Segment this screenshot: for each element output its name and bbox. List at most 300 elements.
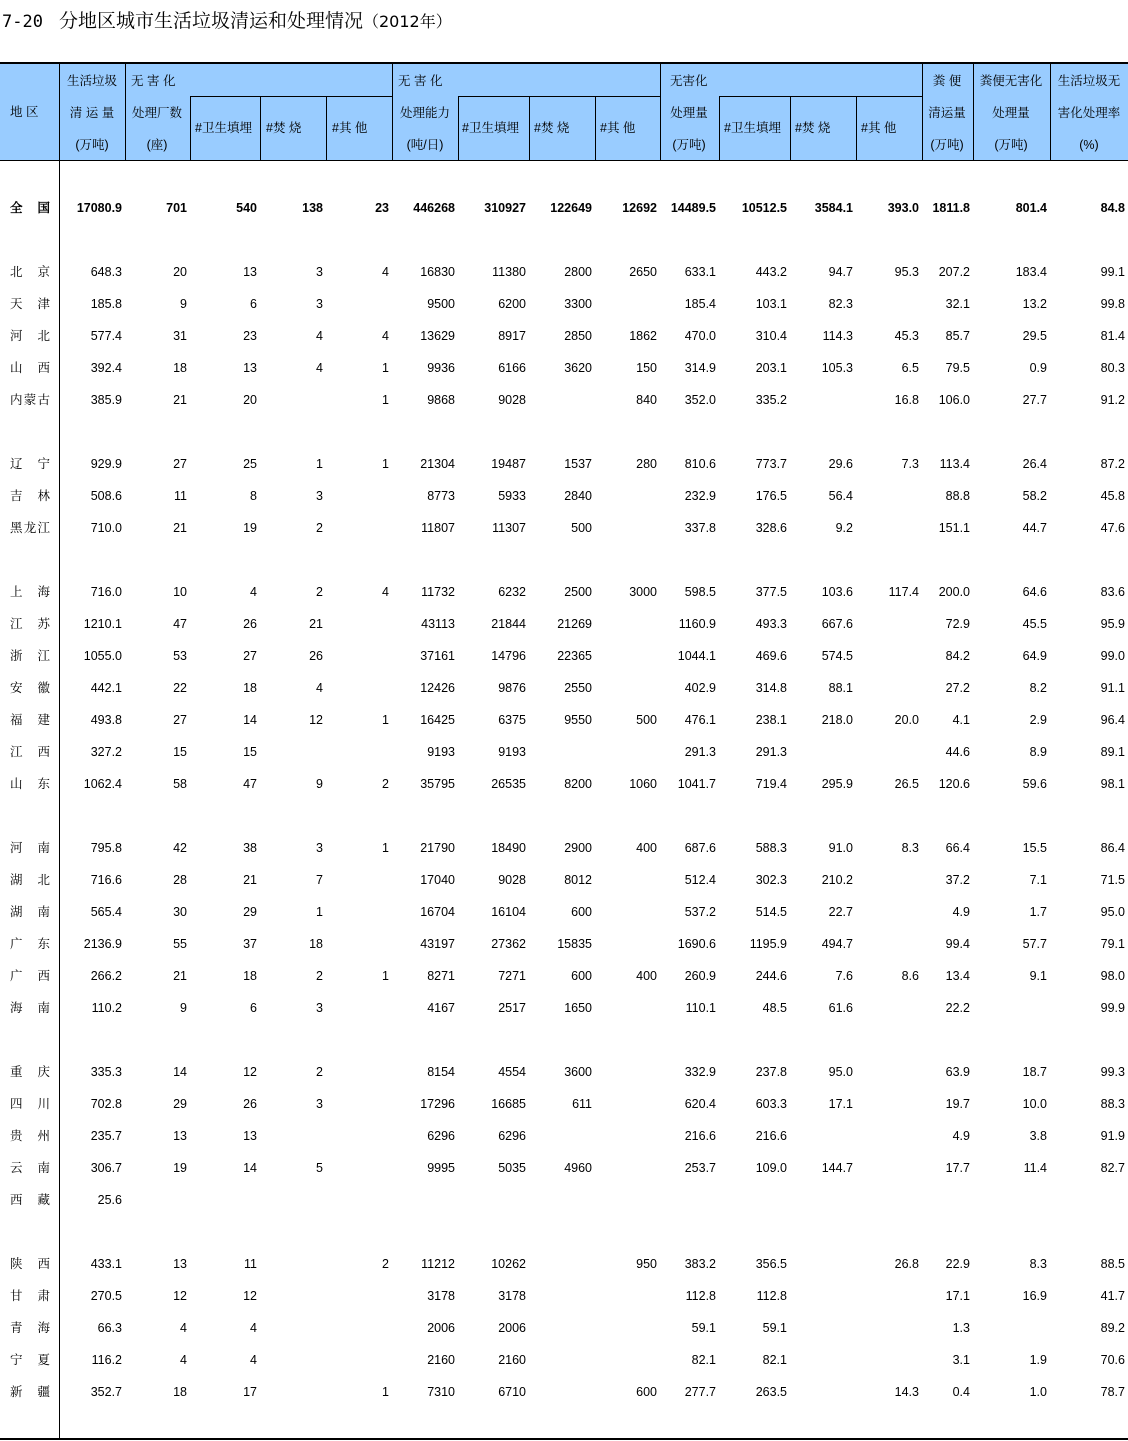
header-cleared-l2: 清 运 量 xyxy=(69,106,115,120)
table-cell: 3 xyxy=(316,489,323,503)
table-cell: 35795 xyxy=(420,777,455,791)
region-name: 广 东 xyxy=(10,937,50,951)
table-cell: 66.4 xyxy=(945,841,970,855)
header-capacity-landfill: #卫生填埋 xyxy=(462,121,519,135)
header-capacity-other: #其 他 xyxy=(600,121,636,135)
table-cell: 9 xyxy=(316,777,323,791)
col-divider xyxy=(595,96,596,160)
table-cell: 2800 xyxy=(564,265,592,279)
table-cell: 332.9 xyxy=(684,1065,716,1079)
table-cell: 18.7 xyxy=(1022,1065,1047,1079)
table-cell: 88.8 xyxy=(945,489,970,503)
table-cell: 8.3 xyxy=(1029,1257,1047,1271)
table-cell: 23 xyxy=(243,329,257,343)
table-cell: 577.4 xyxy=(90,329,122,343)
table-cell: 8773 xyxy=(427,489,455,503)
table-cell: 950 xyxy=(636,1257,657,1271)
table-cell: 1044.1 xyxy=(677,649,716,663)
table-cell: 29.6 xyxy=(828,457,853,471)
header-group-volume: 无害化 xyxy=(670,74,708,88)
table-cell: 9.1 xyxy=(1029,969,1047,983)
subheader-rule xyxy=(190,96,392,97)
table-cell: 117.4 xyxy=(888,585,919,599)
table-cell: 17080.9 xyxy=(76,201,122,215)
table-cell: 45.5 xyxy=(1022,617,1047,631)
table-cell: 27 xyxy=(173,713,187,727)
table-cell: 620.4 xyxy=(684,1097,716,1111)
table-cell: 89.2 xyxy=(1100,1321,1125,1335)
table-cell: 64.6 xyxy=(1022,585,1047,599)
region-name: 江 西 xyxy=(10,745,50,759)
table-cell: 47.6 xyxy=(1100,521,1125,535)
table-cell: 15 xyxy=(173,745,187,759)
table-cell: 773.7 xyxy=(755,457,787,471)
table-cell: 9028 xyxy=(498,873,526,887)
table-cell: 14 xyxy=(173,1065,187,1079)
table-cell: 58.2 xyxy=(1022,489,1047,503)
table-row xyxy=(0,1127,1128,1145)
table-cell: 6375 xyxy=(498,713,526,727)
table-cell: 1537 xyxy=(564,457,592,471)
table-cell: 59.1 xyxy=(691,1321,716,1335)
col-divider xyxy=(529,96,530,160)
table-cell: 4 xyxy=(180,1353,187,1367)
table-cell: 59.1 xyxy=(762,1321,787,1335)
table-cell: 7.1 xyxy=(1029,873,1047,887)
table-cell: 21 xyxy=(309,617,323,631)
header-plants-incineration: #焚 烧 xyxy=(266,121,302,135)
header-rate-l2: 害化处理率 xyxy=(1057,106,1121,120)
table-cell: 3178 xyxy=(498,1289,526,1303)
table-cell: 3 xyxy=(316,297,323,311)
table-cell: 203.1 xyxy=(755,361,787,375)
table-cell: 18 xyxy=(173,361,187,375)
table-cell: 277.7 xyxy=(684,1385,716,1399)
table-cell: 4 xyxy=(382,329,389,343)
table-cell: 16425 xyxy=(420,713,455,727)
table-row xyxy=(0,263,1128,281)
table-cell: 21790 xyxy=(420,841,455,855)
table-cell: 232.9 xyxy=(684,489,716,503)
table-cell: 2.9 xyxy=(1029,713,1047,727)
table-cell: 306.7 xyxy=(90,1161,122,1175)
table-cell: 588.3 xyxy=(755,841,787,855)
table-cell: 95.0 xyxy=(1100,905,1125,919)
table-cell: 810.6 xyxy=(684,457,716,471)
table-cell: 64.9 xyxy=(1022,649,1047,663)
table-cell: 29.5 xyxy=(1022,329,1047,343)
table-cell: 98.1 xyxy=(1100,777,1125,791)
table-cell: 99.4 xyxy=(945,937,970,951)
table-cell: 2 xyxy=(316,969,323,983)
header-plants-other: #其 他 xyxy=(332,121,368,135)
table-cell: 6 xyxy=(250,1001,257,1015)
region-name: 北 京 xyxy=(10,265,50,279)
region-name: 辽 宁 xyxy=(10,457,50,471)
table-cell: 310927 xyxy=(484,201,526,215)
table-cell: 2550 xyxy=(564,681,592,695)
table-cell: 500 xyxy=(636,713,657,727)
table-cell: 6200 xyxy=(498,297,526,311)
table-cell: 21 xyxy=(243,873,257,887)
table-cell: 4 xyxy=(382,585,389,599)
bottom-rule xyxy=(0,1438,1128,1440)
table-number: 7-20 xyxy=(2,12,43,32)
table-cell: 20 xyxy=(243,393,257,407)
table-cell: 263.5 xyxy=(755,1385,787,1399)
table-cell: 795.8 xyxy=(90,841,122,855)
table-cell: 19.7 xyxy=(945,1097,970,1111)
table-row xyxy=(0,519,1128,537)
col-divider xyxy=(856,96,857,160)
table-row xyxy=(0,935,1128,953)
table-cell: 2850 xyxy=(564,329,592,343)
table-cell: 15 xyxy=(243,745,257,759)
table-cell: 11 xyxy=(174,489,187,503)
table-cell: 295.9 xyxy=(821,777,853,791)
table-cell: 687.6 xyxy=(684,841,716,855)
table-cell: 443.2 xyxy=(755,265,787,279)
header-rate-l3: (%) xyxy=(1079,138,1099,152)
table-cell: 4.9 xyxy=(952,1129,970,1143)
region-name: 贵 州 xyxy=(10,1129,50,1143)
table-cell: 2006 xyxy=(498,1321,526,1335)
region-name: 湖 南 xyxy=(10,905,50,919)
table-cell: 493.8 xyxy=(90,713,122,727)
table-cell: 95.0 xyxy=(828,1065,853,1079)
table-cell: 260.9 xyxy=(684,969,716,983)
table-cell: 63.9 xyxy=(945,1065,970,1079)
table-cell: 70.6 xyxy=(1100,1353,1125,1367)
table-cell: 210.2 xyxy=(821,873,853,887)
table-cell: 2160 xyxy=(427,1353,455,1367)
table-cell: 43197 xyxy=(420,937,455,951)
region-name: 上 海 xyxy=(10,585,50,599)
table-cell: 103.6 xyxy=(821,585,853,599)
table-cell: 291.3 xyxy=(684,745,716,759)
table-cell: 87.2 xyxy=(1100,457,1125,471)
table-cell: 25 xyxy=(243,457,257,471)
table-cell: 9876 xyxy=(498,681,526,695)
header-volume-l1: 处理量 xyxy=(670,106,708,120)
table-row xyxy=(0,615,1128,633)
table-row xyxy=(0,871,1128,889)
table-row xyxy=(0,1255,1128,1273)
table-cell: 58 xyxy=(173,777,187,791)
table-cell: 183.4 xyxy=(1015,265,1047,279)
table-cell: 1062.4 xyxy=(83,777,122,791)
table-cell: 61.6 xyxy=(828,1001,853,1015)
table-row xyxy=(0,647,1128,665)
table-cell: 1.7 xyxy=(1029,905,1047,919)
table-cell: 82.7 xyxy=(1100,1161,1125,1175)
table-cell: 99.1 xyxy=(1100,265,1125,279)
table-cell: 3584.1 xyxy=(814,201,853,215)
table-cell: 314.8 xyxy=(755,681,787,695)
table-cell: 45.3 xyxy=(894,329,919,343)
table-cell: 9 xyxy=(180,1001,187,1015)
table-cell: 14489.5 xyxy=(670,201,716,215)
table-cell: 1160.9 xyxy=(678,617,716,631)
table-cell: 400 xyxy=(636,841,657,855)
region-name: 宁 夏 xyxy=(10,1353,50,1367)
table-cell: 537.2 xyxy=(684,905,716,919)
table-row xyxy=(0,839,1128,857)
table-cell: 446268 xyxy=(413,201,455,215)
header-volume-other: #其 他 xyxy=(861,121,897,135)
table-cell: 14 xyxy=(243,1161,257,1175)
header-feces-harmless-l3: (万吨) xyxy=(994,138,1028,152)
table-cell: 11212 xyxy=(421,1257,455,1271)
header-plants-l2: (座) xyxy=(146,138,168,152)
table-cell: 22.9 xyxy=(945,1257,970,1271)
table-cell: 4 xyxy=(250,1321,257,1335)
table-cell: 16704 xyxy=(420,905,455,919)
table-cell: 3600 xyxy=(564,1065,592,1079)
table-cell: 38 xyxy=(243,841,257,855)
table-cell: 3620 xyxy=(564,361,592,375)
table-cell: 26 xyxy=(243,617,257,631)
header-volume-incineration: #焚 烧 xyxy=(795,121,831,135)
table-cell: 2 xyxy=(382,1257,389,1271)
table-cell: 2 xyxy=(316,1065,323,1079)
table-header xyxy=(0,64,1128,161)
table-cell: 88.3 xyxy=(1100,1097,1125,1111)
table-cell: 8.9 xyxy=(1029,745,1047,759)
table-cell: 512.4 xyxy=(684,873,716,887)
table-cell: 1041.7 xyxy=(677,777,716,791)
table-cell: 8.6 xyxy=(901,969,919,983)
table-cell: 611 xyxy=(572,1097,592,1111)
table-cell: 302.3 xyxy=(755,873,787,887)
table-cell: 105.3 xyxy=(821,361,853,375)
table-cell: 9936 xyxy=(427,361,455,375)
header-plants-l1: 处理厂数 xyxy=(131,106,183,120)
table-cell: 1650 xyxy=(564,1001,592,1015)
col-divider xyxy=(973,64,974,160)
table-cell: 1055.0 xyxy=(83,649,122,663)
table-cell: 83.6 xyxy=(1100,585,1125,599)
table-row xyxy=(0,1319,1128,1337)
table-cell: 598.5 xyxy=(684,585,716,599)
table-cell: 29 xyxy=(243,905,257,919)
table-row xyxy=(0,1351,1128,1369)
table-cell: 291.3 xyxy=(755,745,787,759)
table-cell: 18 xyxy=(309,937,323,951)
header-feces-l3: (万吨) xyxy=(930,138,964,152)
table-cell: 109.0 xyxy=(755,1161,787,1175)
table-cell: 17.1 xyxy=(828,1097,853,1111)
table-cell: 4 xyxy=(180,1321,187,1335)
region-name: 广 西 xyxy=(10,969,50,983)
table-cell: 14796 xyxy=(491,649,526,663)
region-name: 河 北 xyxy=(10,329,50,343)
table-cell: 37161 xyxy=(420,649,455,663)
table-cell: 15.5 xyxy=(1022,841,1047,855)
table-cell: 702.8 xyxy=(90,1097,122,1111)
table-row xyxy=(0,1095,1128,1113)
table-cell: 335.2 xyxy=(755,393,787,407)
table-cell: 71.5 xyxy=(1100,873,1125,887)
table-cell: 103.1 xyxy=(755,297,787,311)
table-cell: 23 xyxy=(375,201,389,215)
table-cell: 31 xyxy=(173,329,187,343)
table-cell: 310.4 xyxy=(755,329,787,343)
region-name: 河 南 xyxy=(10,841,50,855)
table-cell: 26535 xyxy=(491,777,526,791)
table-cell: 9193 xyxy=(498,745,526,759)
table-cell: 82.1 xyxy=(691,1353,716,1367)
table-cell: 200.0 xyxy=(938,585,970,599)
table-cell: 1 xyxy=(382,361,389,375)
table-cell: 26 xyxy=(243,1097,257,1111)
table-cell: 1690.6 xyxy=(677,937,716,951)
col-divider xyxy=(326,96,327,160)
table-cell: 12 xyxy=(243,1065,257,1079)
table-cell: 9868 xyxy=(427,393,455,407)
header-plants-landfill: #卫生填埋 xyxy=(195,121,252,135)
table-cell: 86.4 xyxy=(1100,841,1125,855)
table-row xyxy=(0,775,1128,793)
table-cell: 88.5 xyxy=(1100,1257,1125,1271)
table-cell: 1 xyxy=(382,393,389,407)
table-cell: 7271 xyxy=(498,969,526,983)
table-cell: 1 xyxy=(316,905,323,919)
table-cell: 113.4 xyxy=(939,457,970,471)
table-cell: 4 xyxy=(250,585,257,599)
table-cell: 66.3 xyxy=(97,1321,122,1335)
table-cell: 89.1 xyxy=(1100,745,1125,759)
col-divider xyxy=(59,64,60,160)
table-cell: 17.1 xyxy=(945,1289,970,1303)
table-row xyxy=(0,327,1128,345)
table-cell: 235.7 xyxy=(90,1129,122,1143)
table-cell: 716.6 xyxy=(90,873,122,887)
table-cell: 3 xyxy=(316,841,323,855)
region-name: 重 庆 xyxy=(10,1065,50,1079)
table-row xyxy=(0,455,1128,473)
table-cell: 26 xyxy=(309,649,323,663)
table-row xyxy=(0,199,1128,217)
table-cell: 53 xyxy=(173,649,187,663)
table-cell: 4554 xyxy=(498,1065,526,1079)
table-cell: 710.0 xyxy=(90,521,122,535)
table-cell: 79.5 xyxy=(945,361,970,375)
table-cell: 32.1 xyxy=(945,297,970,311)
region-name: 安 徽 xyxy=(10,681,50,695)
header-volume-l2: (万吨) xyxy=(672,138,706,152)
table-cell: 383.2 xyxy=(684,1257,716,1271)
header-cleared-l3: (万吨) xyxy=(75,138,109,152)
table-cell: 10 xyxy=(173,585,187,599)
table-cell: 11732 xyxy=(421,585,455,599)
table-cell: 2517 xyxy=(498,1001,526,1015)
table-cell: 1.0 xyxy=(1029,1385,1047,1399)
header-rate-l1: 生活垃圾无 xyxy=(1057,74,1121,88)
table-cell: 12426 xyxy=(420,681,455,695)
region-name: 全 国 xyxy=(10,201,50,215)
table-cell: 27 xyxy=(173,457,187,471)
table-cell: 377.5 xyxy=(755,585,787,599)
table-cell: 719.4 xyxy=(755,777,787,791)
table-row xyxy=(0,1383,1128,1401)
table-cell: 3 xyxy=(316,1001,323,1015)
region-name: 福 建 xyxy=(10,713,50,727)
region-name: 甘 肃 xyxy=(10,1289,50,1303)
table-cell: 11.4 xyxy=(1023,1161,1047,1175)
table-cell: 21269 xyxy=(557,617,592,631)
table-cell: 4 xyxy=(316,329,323,343)
header-cleared-l1: 生活垃圾 xyxy=(66,74,118,88)
table-cell: 95.3 xyxy=(894,265,919,279)
table-cell: 1811.8 xyxy=(932,201,970,215)
table-cell: 57.7 xyxy=(1022,937,1047,951)
table-cell: 82.3 xyxy=(828,297,853,311)
table-cell: 8917 xyxy=(498,329,526,343)
table-cell: 18 xyxy=(243,681,257,695)
header-capacity-l2: (吨/日) xyxy=(406,138,444,152)
table-cell: 2006 xyxy=(427,1321,455,1335)
table-cell: 37 xyxy=(243,937,257,951)
table-cell: 99.9 xyxy=(1100,1001,1125,1015)
table-cell: 4 xyxy=(316,681,323,695)
table-cell: 514.5 xyxy=(755,905,787,919)
subheader-rule xyxy=(458,96,660,97)
table-cell: 8154 xyxy=(427,1065,455,1079)
table-cell: 3178 xyxy=(427,1289,455,1303)
page-title xyxy=(2,6,452,33)
table-cell: 1.3 xyxy=(952,1321,970,1335)
table-cell: 15835 xyxy=(557,937,592,951)
table-cell: 8.2 xyxy=(1029,681,1047,695)
table-cell: 493.3 xyxy=(755,617,787,631)
table-cell: 84.2 xyxy=(945,649,970,663)
table-row xyxy=(0,679,1128,697)
table-cell: 82.1 xyxy=(762,1353,787,1367)
header-capacity-incineration: #焚 烧 xyxy=(534,121,570,135)
table-cell: 80.3 xyxy=(1100,361,1125,375)
table-cell: 216.6 xyxy=(755,1129,787,1143)
table-cell: 218.0 xyxy=(821,713,853,727)
table-cell: 26.8 xyxy=(894,1257,919,1271)
col-divider xyxy=(922,64,923,160)
region-name: 四 川 xyxy=(10,1097,50,1111)
table-cell: 4.1 xyxy=(952,713,970,727)
table-cell: 5035 xyxy=(498,1161,526,1175)
table-cell: 110.2 xyxy=(91,1001,122,1015)
table-cell: 99.3 xyxy=(1100,1065,1125,1079)
table-cell: 19 xyxy=(173,1161,187,1175)
subheader-rule xyxy=(719,96,922,97)
header-capacity-l1: 处理能力 xyxy=(399,106,451,120)
table-cell: 10.0 xyxy=(1022,1097,1047,1111)
table-cell: 13 xyxy=(173,1257,187,1271)
col-divider xyxy=(260,96,261,160)
region-name: 西 藏 xyxy=(10,1193,50,1207)
header-group-plants: 无 害 化 xyxy=(131,74,176,88)
table-cell: 55 xyxy=(173,937,187,951)
table-cell: 99.8 xyxy=(1100,297,1125,311)
table-cell: 6232 xyxy=(498,585,526,599)
table-cell: 25.6 xyxy=(97,1193,122,1207)
header-region: 地 区 xyxy=(10,105,39,119)
table-cell: 2 xyxy=(382,777,389,791)
region-column-divider xyxy=(59,160,60,1438)
header-feces-harmless-l1: 粪便无害化 xyxy=(979,74,1043,88)
table-cell: 470.0 xyxy=(684,329,716,343)
table-cell: 600 xyxy=(571,969,592,983)
table-row xyxy=(0,967,1128,985)
